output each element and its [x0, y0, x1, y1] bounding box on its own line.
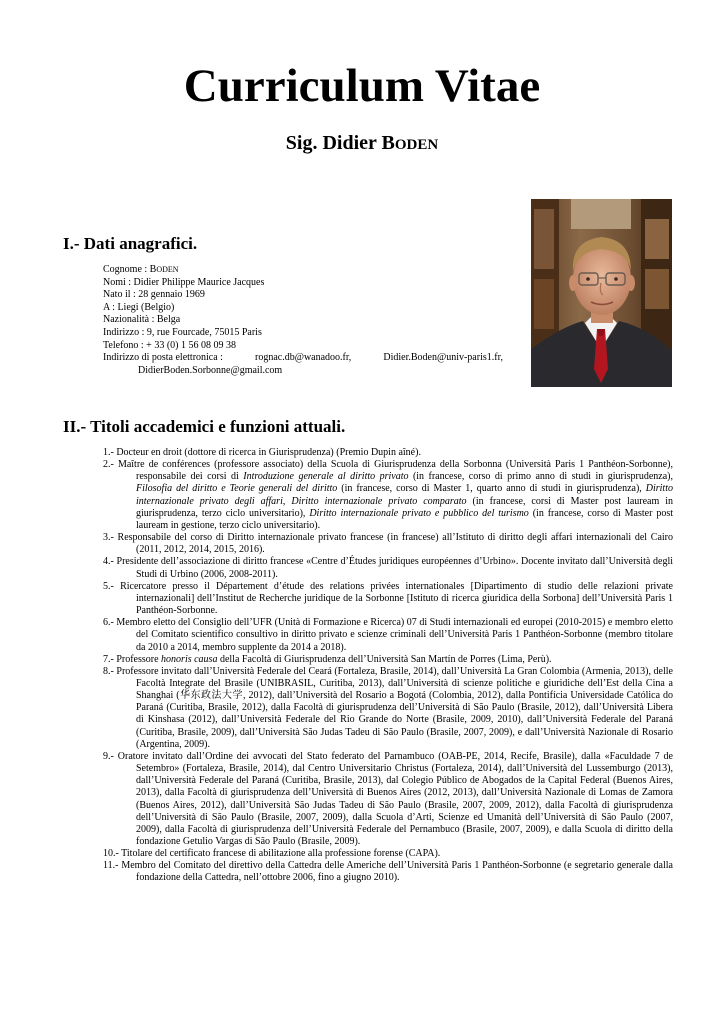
name-prefix: Sig. Didier — [285, 132, 382, 154]
list-item: 3.- Responsabile del corso di Diritto internazionale privato francese (in francese) all’Istituto di diritto degli affari internazionali del Cairo (2011, 2012, 2014, 2015, 2016). — [103, 532, 673, 556]
birth-place: A : Liegi (Belgio) — [103, 301, 175, 313]
academic-titles-list — [103, 447, 673, 885]
list-item: 8.- Professore invitato dall’Università Federale del Ceará (Fortaleza, Brasile, 2014), dall’Università La Gran Colombia (Armenia, 2013), delle Facoltà Integrate del Brasile (UNIBRASIL, Curitiba, 2013), dall’Università di scienze politiche e giuridiche dell’Est della Cina a Shanghai (华东政法大学, 2012), dall’Università del Rosario a Bogotá (Colombia, 2012), dalla Pontifícia Universidade Católica do Paraná (Curitiba, Brasile, 2012), dalla Facoltà di giurisprudenza dell’Università di São Paulo (Brasile, 2012), dall’Università Libera di Kinshasa (2012), dall’Università Federale del Rio Grande do Norte (Brasile, 2009, 2010), dall’Università Federale del Paraná (Curitiba, Brasile, 2009), dall’Università São Judas Tadeu di São Paulo (Brasile, 2007, 2009), e dall’Università Nazionale di Rosario (Argentina, 2009). — [103, 665, 673, 750]
birth-date: Nato il : 28 gennaio 1969 — [103, 289, 205, 301]
surname-line — [103, 264, 503, 277]
section-heading-academic-titles: II.- Titoli accademici e funzioni attuali. — [63, 417, 346, 436]
list-item: 6.- Membro eletto del Consiglio dell’UFR (Unità di Formazione e Ricerca) 07 di Studi internazionali ed europei (2010-2015) e membro eletto del Comitato scientifico consultivo in diritto privato e scienze criminali dell’Università Paris 1 Panthéon-Sorbonne (membro titolare da 2010 a 2014, membro supplente da 2014 a 2018). — [103, 617, 673, 653]
given-names: Nomi : Didier Philippe Maurice Jacques — [103, 276, 265, 288]
list-item: 7.- Professore honoris causa della Facoltà di Giurisprudenza dell’Università San Martín de Porres (Lima, Perù). — [103, 653, 552, 665]
list-item: 11.- Membro del Comitato del direttivo della Cattedra delle Americhe dell’Università Paris 1 Panthéon-Sorbonne (e segretario generale dalla fondazione della Cattedra, nell’ottobre 2006, fino a giugno 2010). — [103, 860, 673, 884]
phone: Telefono : + 33 (0) 1 56 08 09 38 — [103, 339, 236, 351]
person-name — [0, 130, 724, 158]
page-title: Curriculum Vitae — [183, 60, 541, 112]
surname-rest: ODEN — [156, 265, 179, 274]
list-item: 4.- Presidente dell’associazione di diritto francese «Centre d’Études juridiques européennes d’Urbino». Docente invitato dall’Università degli Studi di Urbino (2006, 2008-2011). — [103, 556, 673, 580]
list-item: 2.- Maître de conférences (professore associato) della Scuola di Giurisprudenza della Sorbonna (Università Paris 1 Panthéon-Sorbonne), responsabile dei corsi di Introduzione generale al diritto privato (in francese, corso di primo anno di studi in giurisprudenza), Filosofia del diritto e Teorie generali del diritto (in francese, corso di Master 1, quarto anno di studi in giurisprudenza), Diritto internazionale privato degli affari, Diritto internazionale privato comparato (in francese, corsi di Master post lauream in giurisprudenza, terzo ciclo universitario), Diritto internazionale privato e pubblico del turismo (in francese, corso di Master post lauream in gestione, terzo ciclo universitario). — [103, 459, 674, 531]
email-1: rognac.db@wanadoo.fr, — [255, 352, 352, 364]
list-item: 9.- Oratore invitato dall’Ordine dei avvocati del Stato federato del Parnambuco (OAB-PE, 2014, Recife, Brasile), dalla «Faculdade 7 de Setembro» (Fortaleza, Brasile, 2014), dal Centro Universitario Christus (Fortaleza, 2014), dall’Università del Lussemburgo (2013), dall’Università Federale del Paraná (Curitiba, Brasile, 2013), dal Colegio Público de Abogados de la Capital Federal (Buenos Aires, 2013), dalla Facoltà di giurisprudenza dell’Università di Buenos Aires (2012, 2013), dall’Università Nazionale di Lomas de Zamora (Buenos Aires, 2012), dall’Università São Judas Tadeu di São Paulo (Brasile, 2007, 2009, 2012), dalla Facoltà di giurisprudenza dell’Università di São Paulo (Brasile, 2007, 2009), dalla Scuola d’Arti, Scienze ed Umanità dell’Università di São Paulo (2007, 2009), dalla Facoltà di giurisprudenza dell’Università Federale del Pernambuco (Brasile, 2007, 2009), e dalla Scuola di diritto della fondazione Getulio Vargas di São Paulo (Brasile, 2009). — [103, 750, 673, 847]
list-item: 5.- Ricercatore presso il Département d’étude des relations privées internationales [Dipartimento di studio delle relazioni private internazionali] dell’Institut de Recherche juridique de la Sorbonne [Istituto di ricerca giuridica della Sorbona] dell’Università Paris 1 Panthéon-Sorbonne. — [103, 580, 673, 617]
address: Indirizzo : 9, rue Fourcade, 75015 Paris — [103, 326, 262, 338]
email-line — [103, 352, 503, 365]
surname-initial: B — [381, 132, 395, 154]
personal-data-block — [103, 264, 503, 377]
surname-rest: ODEN — [394, 137, 439, 153]
section-heading-personal-data: I.- Dati anagrafici. — [63, 234, 198, 253]
nationality: Nazionalità : Belga — [103, 314, 181, 326]
surname-initial: B — [149, 264, 157, 275]
surname-label: Cognome : — [103, 264, 150, 275]
list-item: 1.- Docteur en droit (dottore di ricerca in Giurisprudenza) (Premio Dupin aîné). — [103, 447, 421, 458]
email-3: DidierBoden.Sorbonne@gmail.com — [138, 364, 283, 376]
portrait-photo — [531, 199, 672, 387]
email-2: Didier.Boden@univ-paris1.fr, — [383, 352, 503, 364]
email-label: Indirizzo di posta elettronica : — [103, 352, 223, 364]
list-item: 10.- Titolare del certificato francese di abilitazione alla professione forense (CAPA). — [103, 848, 441, 860]
